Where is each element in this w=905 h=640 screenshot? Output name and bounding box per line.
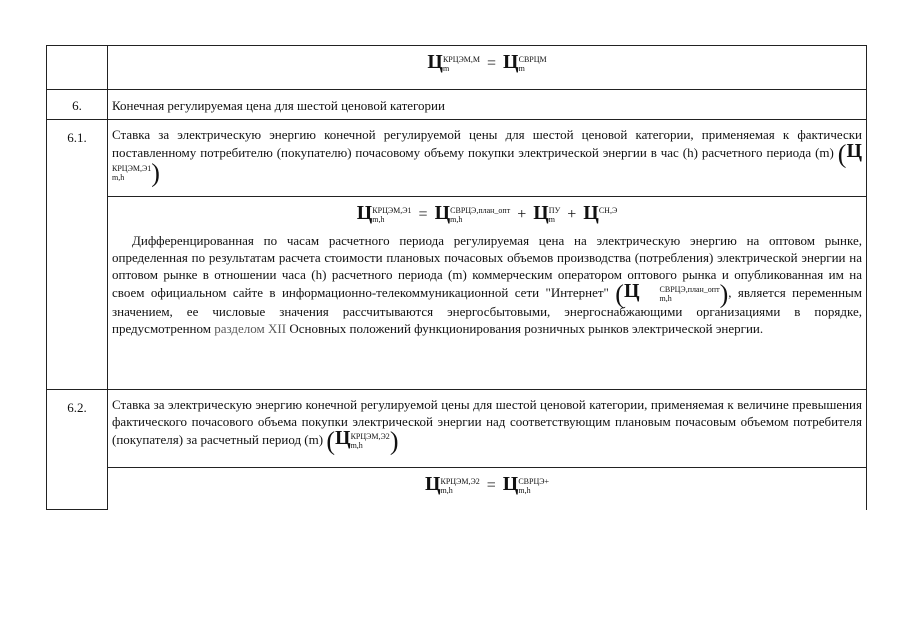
number-cell: [47, 46, 108, 90]
price-table: [46, 45, 867, 510]
description-text: Ставка за электрическую энергию конечной регулируемой цены для шестой ценовой категории, применяемая к фактически поставленному потребителю (покупателю) почасовому объему покупки электрической энергии в час (h) расчетного периода (m) (Ц КРЦЭМ,Э1 m,h ): [112, 127, 863, 188]
number-cell: [47, 390, 108, 510]
text-cell: [108, 90, 867, 120]
formula-cell: [108, 46, 867, 90]
section-title: Конечная регулируемая цена для шестой ценовой категории: [112, 98, 445, 113]
table-row: [47, 197, 867, 390]
formula-e1: Ц КРЦЭМ,Э1 m,h = Ц СВРЦЭ,план_опт m,h + Ц ПУ m + Ц СН,Э: [356, 202, 618, 225]
table-row: [47, 46, 867, 90]
explanation-paragraph: Дифференцированная по часам расчетного периода регулируемая цена на электрическую энергию на оптовом рынке, определенная по результатам расчета стоимости плановых почасовых объемов производства (потребления) электрической энергии на оптовом рынке в отношении часа (h) расчетного периода (m) коммерческим оператором оптового рынка и опубликованная им на своем официальном сайте в информационно-телекоммуникационной сети "Интернет" (Ц СВРЦЭ,план_опт m,h ), является переменным значением, ее числовые значения рассчитываются энергосбытовыми, энергоснабжающими организациями в порядке, предусмотренном разделом XII Основных положений функционирования розничных рынков электрической энергии.: [112, 233, 862, 337]
table-row: [47, 390, 867, 468]
section-link[interactable]: разделом XII: [214, 321, 287, 337]
row-number: 6.: [72, 98, 82, 113]
table-row: [47, 90, 867, 120]
formula-crcem-m: Ц КРЦЭМ,М m = Ц СВРЦМ m: [427, 51, 547, 74]
formula-cell: [108, 468, 867, 510]
number-cell: [47, 90, 108, 120]
text-cell: [108, 120, 867, 197]
text-cell: [108, 390, 867, 468]
row-number: 6.2.: [67, 400, 87, 415]
formula-e2: Ц КРЦЭМ,Э2 m,h = Ц СВРЦЭ+ m,h: [424, 473, 550, 496]
number-cell: [47, 120, 108, 390]
row-number: 6.1.: [67, 130, 87, 145]
table-row: [47, 120, 867, 197]
formula-text-cell: [108, 197, 867, 390]
description-text: Ставка за электрическую энергию конечной регулируемой цены для шестой ценовой категории, применяемая к величине превышения фактического почасового объема покупки электрической энергии над соответствующим плановым почасовым объемом потребителя (покупателя) за расчетный период (m) (Ц КРЦЭМ,Э2 m,h ): [112, 397, 862, 456]
table-row: [47, 468, 867, 510]
